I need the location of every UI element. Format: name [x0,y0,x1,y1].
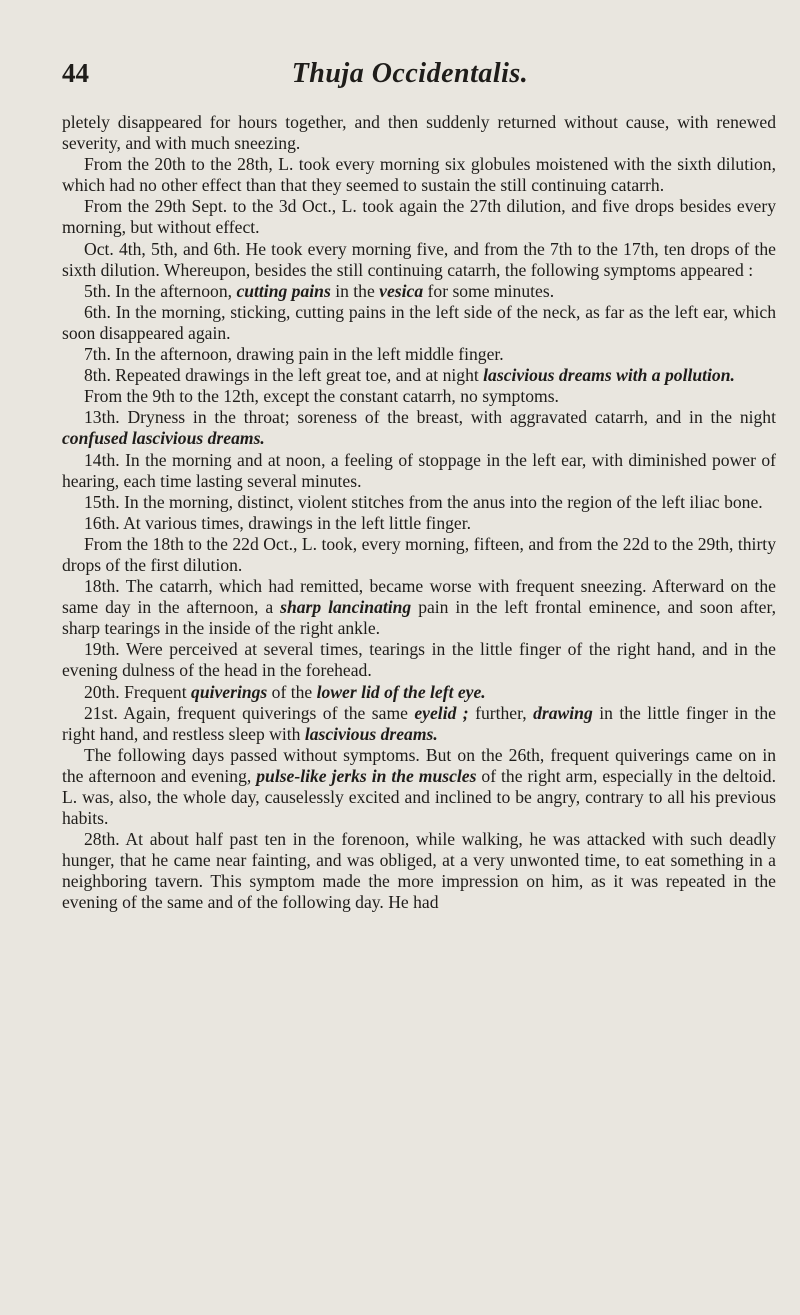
paragraph: From the 29th Sept. to the 3d Oct., L. took again the 27th dilution, and five drops besides every morning, but without effect. [62,196,776,238]
paragraph: 14th. In the morning and at noon, a feeling of stoppage in the left ear, with diminished power of hearing, each time lasting several minutes. [62,449,776,491]
paragraph: pletely disappeared for hours together, and then suddenly returned without cause, with renewed severity, and with much sneezing. [62,112,776,154]
paragraph: 18th. The catarrh, which had remitted, became worse with frequent sneezing. Afterward on the same day in the afternoon, a sharp lancinating pain in the left frontal eminence, and soon after, sharp tearings in the inside of the right ankle. [62,576,776,639]
paragraph: 5th. In the afternoon, cutting pains in the vesica for some minutes. [84,280,555,301]
paragraph: 8th. Repeated drawings in the left great toe, and at night lascivious dreams with a pollution. [84,365,735,386]
paragraph: 19th. Were perceived at several times, tearings in the little finger of the right hand, and in the evening dulness of the head in the forehead. [62,639,776,681]
running-title: Thuja Occidentalis. [291,58,529,89]
paragraph: Oct. 4th, 5th, and 6th. He took every morning five, and from the 7th to the 17th, ten drops of the sixth dilution. Whereupon, besides the still continuing catarrh, the following symptoms appeared : [62,238,776,280]
paragraph: 13th. Dryness in the throat; soreness of the breast, with aggravated catarrh, and in the night confused lascivious dreams. [62,407,776,449]
paragraph: 28th. At about half past ten in the forenoon, while walking, he was attacked with such deadly hunger, that he came near fainting, and was obliged, at a very unwonted time, to eat something in a neighboring tavern. This symptom made the more impression on him, as it was repeated in the evening of the same and of the following day. He had [62,829,776,913]
body-text [62,112,776,914]
paragraph: 7th. In the afternoon, drawing pain in the left middle finger. [84,344,504,365]
paragraph: 6th. In the morning, sticking, cutting pains in the left side of the neck, as far as the left ear, which soon disappeared again. [62,301,776,343]
page-number: 44 [62,58,89,88]
page-header [62,58,758,98]
paragraph: The following days passed without symptoms. But on the 26th, frequent quiverings came on in the afternoon and evening, pulse-like jerks in the muscles of the right arm, especially in the deltoid. L. was, also, the whole day, causelessly excited and inclined to be angry, contrary to all his previous habits. [62,744,776,829]
paragraph: From the 18th to the 22d Oct., L. took, every morning, fifteen, and from the 22d to the 29th, thirty drops of the first dilution. [62,533,776,575]
paragraph: From the 9th to the 12th, except the constant catarrh, no symptoms. [84,386,559,407]
paragraph: 16th. At various times, drawings in the left little finger. [84,512,472,533]
paragraph: 21st. Again, frequent quiverings of the same eyelid ; further, drawing in the little finger in the right hand, and restless sleep with lascivious dreams. [62,702,776,744]
paragraph: 15th. In the morning, distinct, violent stitches from the anus into the region of the left iliac bone. [84,491,763,512]
paragraph: 20th. Frequent quiverings of the lower lid of the left eye. [84,681,486,702]
paragraph: From the 20th to the 28th, L. took every morning six globules moistened with the sixth dilution, which had no other effect than that they seemed to sustain the still continuing catarrh. [62,154,776,196]
